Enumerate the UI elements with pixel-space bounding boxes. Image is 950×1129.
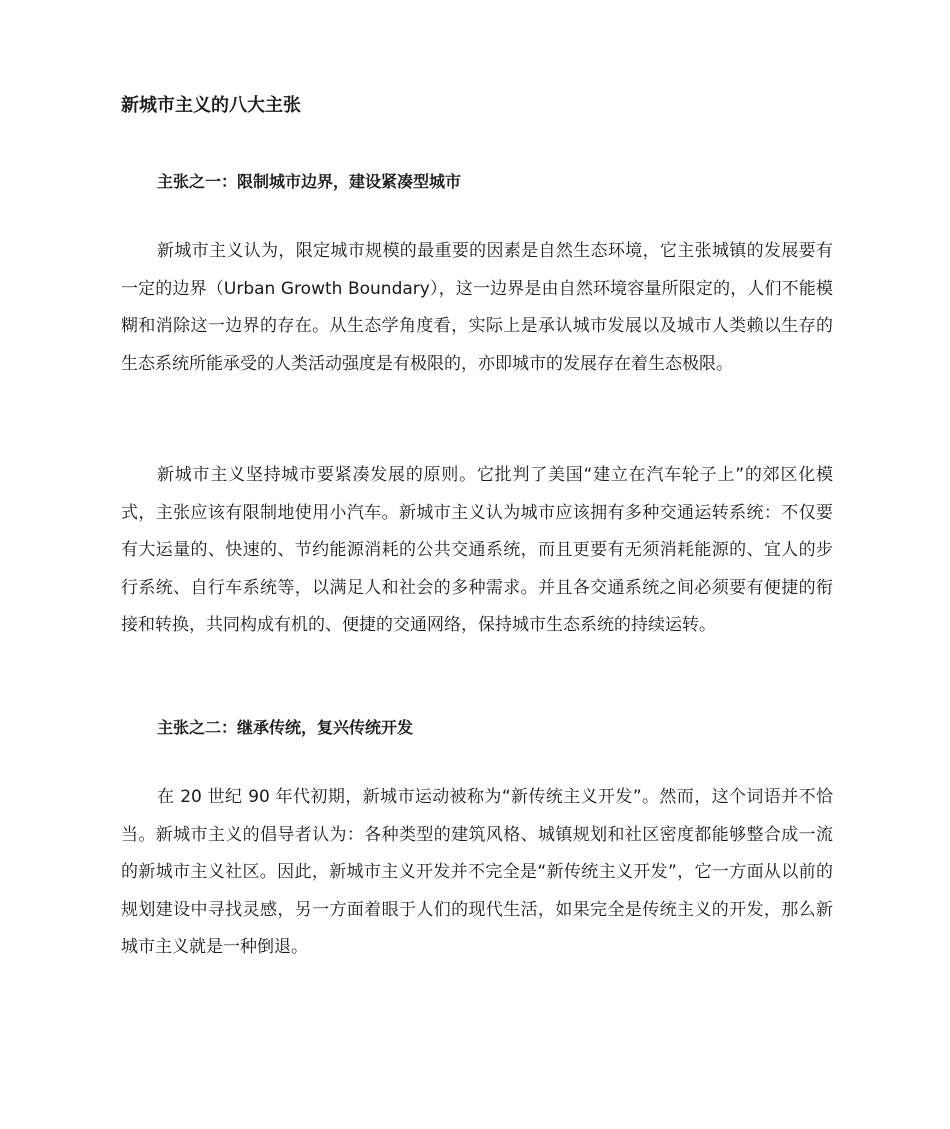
paragraph-3: 在 20 世纪 90 年代初期，新城市运动被称为“新传统主义开发”。然而，这个词语并不恰当。新城市主义的倡导者认为：各种类型的建筑风格、城镇规划和社区密度都能够整合成一流的新城市主义社区。因此，新城市主义开发并不完全是“新传统主义开发”，它一方面从以前的规划建设中寻找灵感，另一方面着眼于人们的现代生活，如果完全是传统主义的开发，那么新城市主义就是一种倒退。 [121, 787, 833, 957]
paragraph-1: 新城市主义认为，限定城市规模的最重要的因素是自然生态环境，它主张城镇的发展要有一定的边界（Urban Growth Boundary），这一边界是由自然环境容量所限定的，人们不能模糊和消除这一边界的存在。从生态学角度看，实际上是承认城市发展以及城市人类赖以生存的生态系统所能承受的人类活动强度是有极限的，亦即城市的发展存在着生态极限。 [121, 241, 833, 374]
document-title: 新城市主义的八大主张 [121, 95, 301, 116]
section-heading-1: 主张之一：限制城市边界，建设紧凑型城市 [157, 172, 462, 191]
section-heading-2: 主张之二：继承传统，复兴传统开发 [157, 718, 414, 737]
paragraph-2: 新城市主义坚持城市要紧凑发展的原则。它批判了美国“建立在汽车轮子上”的郊区化模式，主张应该有限制地使用小汽车。新城市主义认为城市应该拥有多种交通运转系统：不仅要有大运量的、快速的、节约能源消耗的公共交通系统，而且更要有无须消耗能源的、宜人的步行系统、自行车系统等，以满足人和社会的多种需求。并且各交通系统之间必须要有便捷的衔接和转换，共同构成有机的、便捷的交通网络，保持城市生态系统的持续运转。 [121, 465, 833, 635]
